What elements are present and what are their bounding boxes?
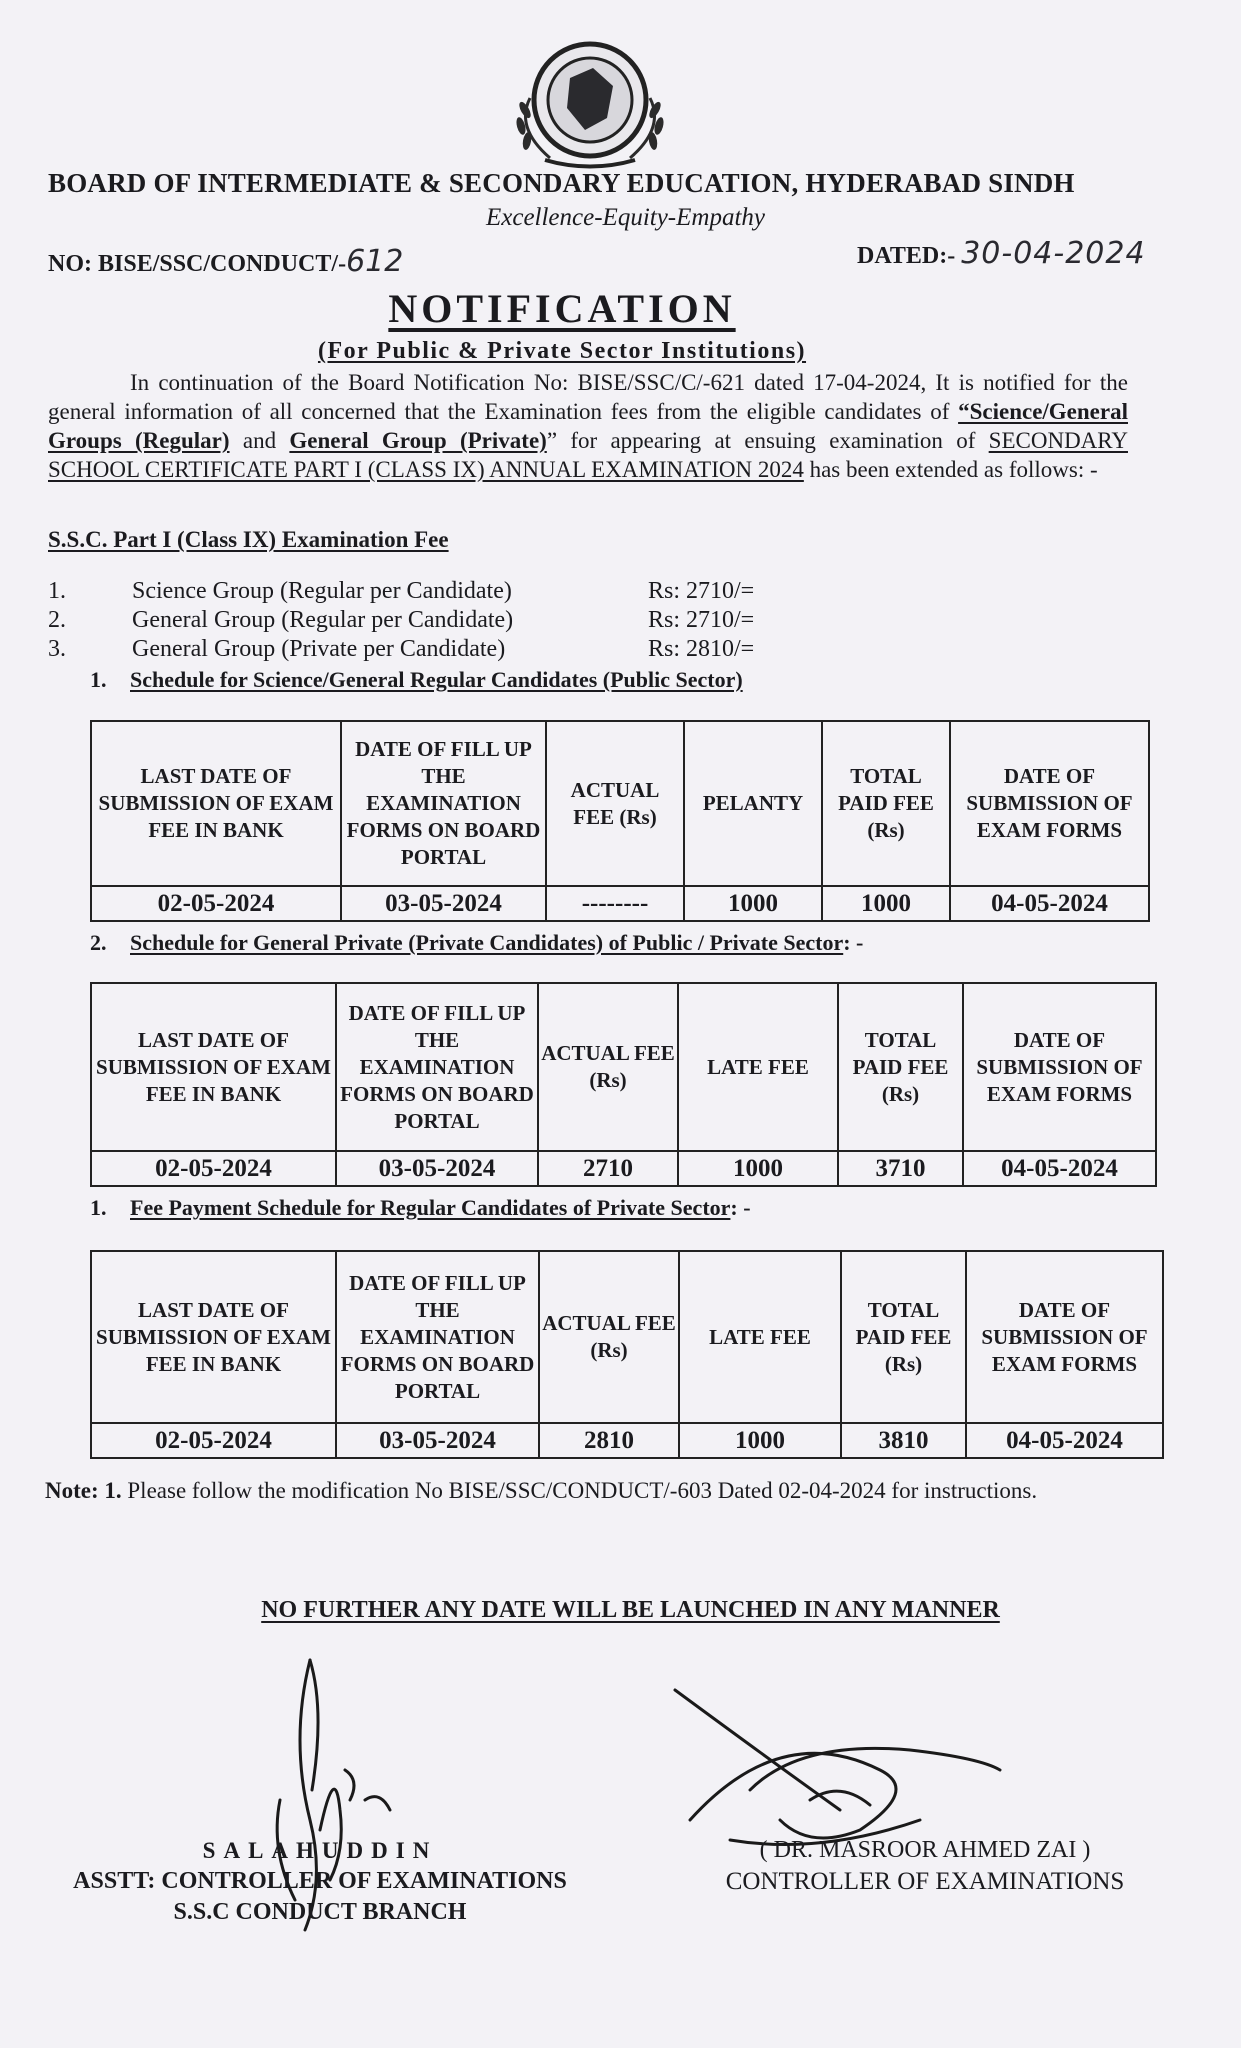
table-header: TOTAL PAID FEE (Rs) [841,1251,966,1423]
reference-label: NO: BISE/SSC/CONDUCT/- [48,251,347,277]
table-header-row [91,721,1149,886]
table-cell: -------- [546,886,684,921]
signatory-left-title: ASSTT: CONTROLLER OF EXAMINATIONS [73,1868,567,1894]
table-cell: 2710 [538,1151,678,1186]
schedule-table [90,982,1157,1187]
signatory-right-name: ( DR. MASROOR AHMED ZAI ) [759,1837,1091,1863]
table-header: LAST DATE OF SUBMISSION OF EXAM FEE IN BANK [91,983,336,1151]
table-cell: 04-05-2024 [950,886,1149,921]
table-header: LATE FEE [678,983,838,1151]
table-cell: 1000 [678,1151,838,1186]
table-cell: 3810 [841,1423,966,1458]
table-header: LAST DATE OF SUBMISSION OF EXAM FEE IN BANK [91,721,341,886]
table-cell: 02-05-2024 [91,1151,336,1186]
note-text: Please follow the modification No BISE/SSC/CONDUCT/-603 Dated 02-04-2024 for instructions. [121,1478,1038,1503]
table-header: LATE FEE [679,1251,841,1423]
final-notice: NO FURTHER ANY DATE WILL BE LAUNCHED IN ANY MANNER [261,1597,1000,1623]
table-header: DATE OF SUBMISSION OF EXAM FORMS [963,983,1156,1151]
fee-heading: S.S.C. Part I (Class IX) Examination Fee [48,527,449,552]
table-header: ACTUAL FEE (Rs) [546,721,684,886]
table-cell: 03-05-2024 [341,886,546,921]
table-header: DATE OF SUBMISSION OF EXAM FORMS [966,1251,1163,1423]
table-header: TOTAL PAID FEE (Rs) [838,983,963,1151]
table-header: ACTUAL FEE (Rs) [539,1251,679,1423]
table-row [91,1151,1156,1186]
board-emblem [475,38,705,173]
table-cell: 1000 [679,1423,841,1458]
table-cell: 03-05-2024 [336,1151,538,1186]
signatory-left [20,1835,620,1928]
reference-handwritten-number: 612 [346,244,404,279]
table-row [91,886,1149,921]
table-header: LAST DATE OF SUBMISSION OF EXAM FEE IN BANK [91,1251,336,1423]
exam-name: SECONDARY SCHOOL CERTIFICATE PART I (CLASS IX) ANNUAL EXAMINATION 2024 [48,428,1128,482]
dated-label: DATED:- [857,243,956,269]
signatory-left-branch: S.S.C CONDUCT BRANCH [173,1899,467,1925]
table-header: DATE OF SUBMISSION OF EXAM FORMS [950,721,1149,886]
schedule-title: 1. Schedule for Science/General Regular Candidates (Public Sector) [90,667,743,692]
signatory-right-title: CONTROLLER OF EXAMINATIONS [725,1868,1125,1895]
signatory-left-name: SALAHUDDIN [202,1838,438,1863]
table-cell: 02-05-2024 [91,1423,336,1458]
table-header-row [91,1251,1163,1423]
table-header-row [91,983,1156,1151]
table-cell: 02-05-2024 [91,886,341,921]
notification-page: BOARD OF INTERMEDIATE & SECONDARY EDUCATION, HYDERABAD SINDH Excellence-Equity-Empathy NO: BISE/SSC/CONDUCT/-612 DATED:- 30-04-2024 NOTIFICATION (For Public & Private Sector Institutions) In continuation of the Board Notification No: BISE/SSC/C/-621 dated 17-04-2024, It is notified for the general information of all concerned that the Examination fees from the eligible candidates of “Science/General Groups (Regular) and General Group (Private)” for appearing at ensuing examination of SECONDARY SCHOOL CERTIFICATE PART I (CLASS IX) ANNUAL EXAMINATION 2024 has been extended as follows: - S.S.C. Part I (Class IX) Examination Fee 1. Science Group (Regular per Candidate) Rs: 2710/= 2. General Group (Regular per Candidate) Rs: 2710/= 3. General Group (Private per Candidate) Rs: 2810/= 1. Schedule for Science/General Regular Candidates (Public Sector) LAST DATE OF SUBMISSION OF EXAM FEE IN BANK DATE OF FILL UP THE EXAMINATION FORMS ON BOARD PORTAL ACTUAL FEE (Rs) PELANTY TOTAL PAID FEE (Rs) DATE OF SUBMISSION OF EXAM FORMS 02-05-2024 03-05-2024 -------- 1000 1000 04-05-2024 2. Schedule for General Private (Private Candidates) of Public / Private Sector: - LAST DATE OF SUBMISSION OF EXAM FEE IN BANK DATE OF FILL UP THE EXAMINATION FORMS ON BOARD PORTAL ACTUAL FEE (Rs) LATE FEE TOTAL PAID FEE (Rs) DATE OF SUBMISSION OF EXAM FORMS 02-05-2024 03-05-2024 2710 1000 3710 04-05-2024 1. Fee Payment Schedule for Regular Candidates of Private Sector: - LAST DATE OF SUBMISSION OF EXAM FEE IN BANK DATE OF FILL UP THE EXAMINATION FORMS ON BOARD PORTAL ACTUAL FEE (Rs) LATE FEE TOTAL PAID FEE (Rs) DATE OF SUBMISSION OF EXAM FORMS 02-05-2024 03-05-2024 2810 1000 3810 04-05-2024 Note: 1. Please follow the modification No BISE/SSC/CONDUCT/-603 Dated 02-04-2024 for instructions. NO FURTHER ANY DATE WILL BE LAUNCHED IN ANY MANNER SALAHUDDIN ASSTT: CONTROLLER OF EXAMINATIONS S.S.C CONDUCT BRANCH ( DR. MASROOR AHMED ZAI ) CONTROLLER OF EXAMINATIONS [0,0,1241,2048]
table-header: DATE OF FILL UP THE EXAMINATION FORMS ON BOARD PORTAL [336,1251,539,1423]
table-header: DATE OF FILL UP THE EXAMINATION FORMS ON BOARD PORTAL [341,721,546,886]
table-header: PELANTY [684,721,822,886]
dated-handwritten-value: 30-04-2024 [961,236,1146,271]
board-motto: Excellence-Equity-Empathy [485,204,766,231]
group-private: General Group (Private) [289,428,547,453]
group-regular: “Science/General Groups (Regular) [48,399,1128,453]
table-cell: 04-05-2024 [963,1151,1156,1186]
table-header: DATE OF FILL UP THE EXAMINATION FORMS ON BOARD PORTAL [336,983,538,1151]
notification-subheading: (For Public & Private Sector Institutions) [317,338,807,364]
schedule-title: 1. Fee Payment Schedule for Regular Candidates of Private Sector: - [90,1195,751,1220]
note [45,1475,1190,1506]
schedule-table [90,1250,1164,1459]
table-cell: 03-05-2024 [336,1423,539,1458]
notification-paragraph: In continuation of the Board Notification No: BISE/SSC/C/-621 dated 17-04-2024, It is notified for the general information of all concerned that the Examination fees from the eligible candidates of “Science/General Groups (Regular) and General Group (Private)” for appearing at ensuing examination of SECONDARY SCHOOL CERTIFICATE PART I (CLASS IX) ANNUAL EXAMINATION 2024 has been extended as follows: - [48,370,1128,482]
dated [857,236,1146,271]
table-row [91,1423,1163,1458]
right-signature [660,1680,1030,1860]
notification-heading: NOTIFICATION [388,286,736,331]
table-cell: 1000 [684,886,822,921]
table-header: TOTAL PAID FEE (Rs) [822,721,950,886]
table-cell: 04-05-2024 [966,1423,1163,1458]
board-title: BOARD OF INTERMEDIATE & SECONDARY EDUCATION, HYDERABAD SINDH [48,168,1075,198]
table-header: ACTUAL FEE (Rs) [538,983,678,1151]
reference-number [48,244,403,279]
schedule-table [90,720,1150,922]
signatory-right [680,1835,1170,1897]
table-cell: 2810 [539,1423,679,1458]
table-cell: 1000 [822,886,950,921]
note-label: Note: 1. [45,1478,122,1503]
schedule-title: 2. Schedule for General Private (Private Candidates) of Public / Private Sector: - [90,930,864,955]
table-cell: 3710 [838,1151,963,1186]
